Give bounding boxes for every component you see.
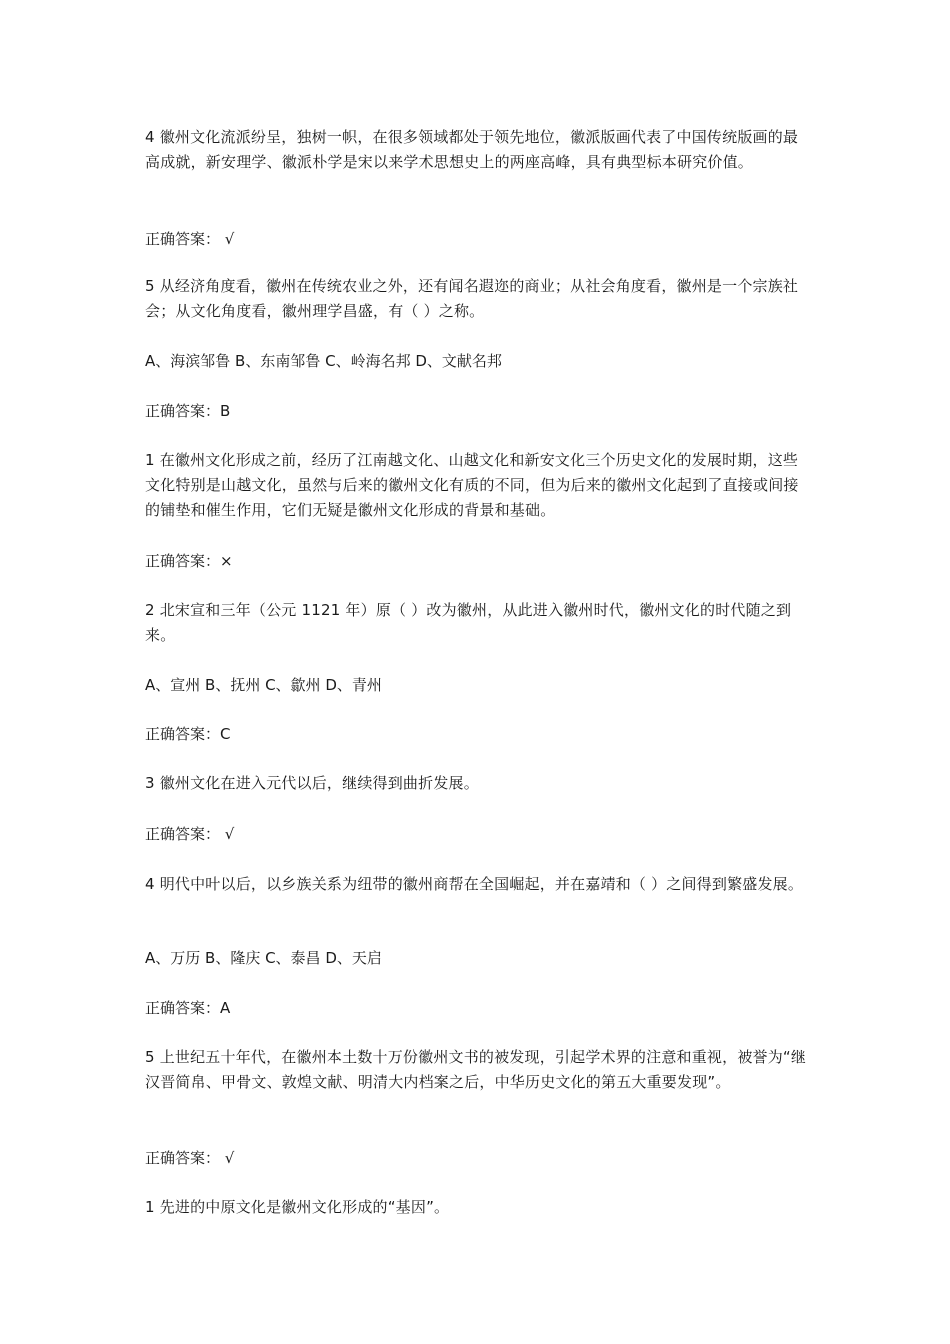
answer-text: 正确答案：C [145,725,231,743]
options-text: A、宣州 B、抚州 C、歙州 D、青州 [145,676,382,694]
question-text: 5 上世纪五十年代，在徽州本土数十万份徽州文书的被发现，引起学术界的注意和重视，被誉为“继汉晋简帛、甲骨文、敦煌文献、明清大内档案之后，中华历史文化的第五大重要发现”。 [145,1048,807,1091]
question-text: 4 明代中叶以后，以乡族关系为纽带的徽州商帮在全国崛起，并在嘉靖和（ ）之间得到繁盛发展。 [145,875,804,893]
answer-text: 正确答案： √ [145,1149,235,1167]
options-text: A、万历 B、隆庆 C、泰昌 D、天启 [145,949,382,967]
answer-text: 正确答案：× [145,552,233,570]
question-text: 1 在徽州文化形成之前，经历了江南越文化、山越文化和新安文化三个历史文化的发展时期，这些文化特别是山越文化，虽然与后来的徽州文化有质的不同，但为后来的徽州文化起到了直接或间接的铺垫和催生作用，它们无疑是徽州文化形成的背景和基础。 [145,451,799,519]
question-text: 4 徽州文化流派纷呈，独树一帜，在很多领域都处于领先地位，徽派版画代表了中国传统版画的最高成就，新安理学、徽派朴学是宋以来学术思想史上的两座高峰，具有典型标本研究价值。 [145,128,799,171]
question-text: 3 徽州文化在进入元代以后，继续得到曲折发展。 [145,774,479,792]
answer-text: 正确答案： √ [145,230,235,248]
options-text: A、海滨邹鲁 B、东南邹鲁 C、岭海名邦 D、文献名邦 [145,352,502,370]
question-text: 2 北宋宣和三年（公元 1121 年）原（ ）改为徽州，从此进入徽州时代，徽州文化的时代随之到来。 [145,601,792,644]
answer-text: 正确答案：A [145,999,231,1017]
answer-text: 正确答案：B [145,402,231,420]
question-text: 5 从经济角度看，徽州在传统农业之外，还有闻名遐迩的商业；从社会角度看，徽州是一个宗族社会；从文化角度看，徽州理学昌盛，有（ ）之称。 [145,277,799,320]
question-text: 1 先进的中原文化是徽州文化形成的“基因”。 [145,1198,450,1216]
answer-text: 正确答案： √ [145,825,235,843]
